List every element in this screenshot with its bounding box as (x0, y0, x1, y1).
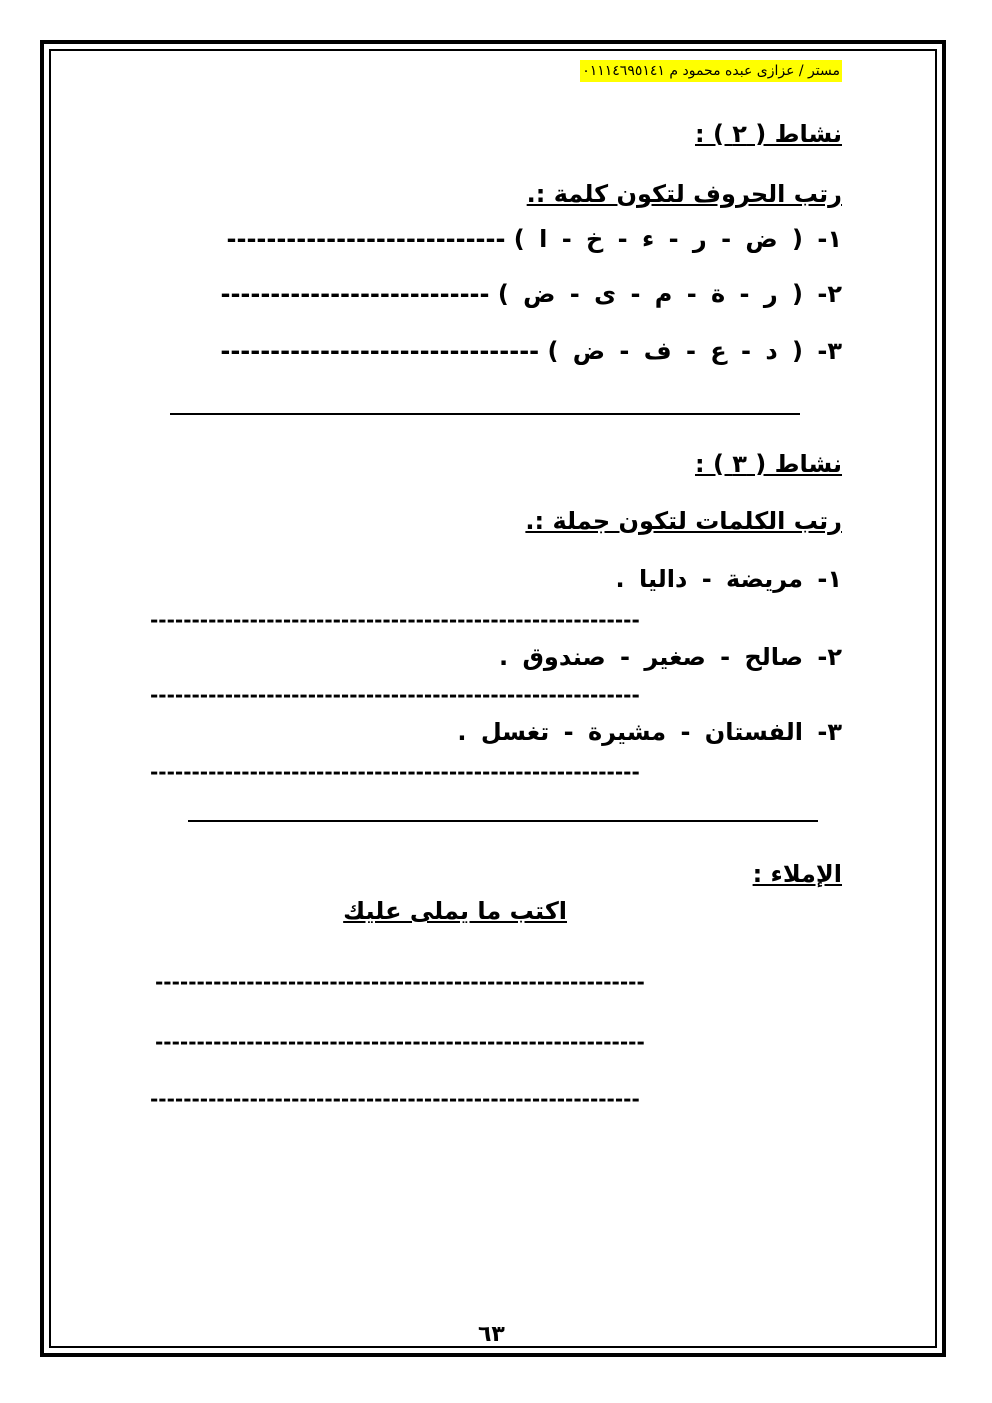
section-divider (188, 820, 818, 822)
answer-line: ----------------------------------------------------------- (150, 683, 640, 707)
answer-line: ----------------------------------------------------------- (150, 608, 640, 632)
letter-sequence: ( د - ع - ف - ض ) (547, 337, 804, 365)
dictation-line: ----------------------------------------------------------- (155, 970, 645, 994)
activity-2-heading: نشاط ( ٢ ) : (695, 120, 842, 148)
activity-2-item-2 (221, 280, 843, 308)
activity-2-instruction: رتب الحروف لتكون كلمة :. (526, 180, 842, 208)
activity-3-instruction: رتب الكلمات لتكون جملة :. (525, 507, 842, 535)
item-number: ١- (817, 225, 842, 253)
item-number: ١- (817, 565, 842, 593)
dictation-line: ----------------------------------------------------------- (150, 1087, 640, 1111)
answer-blank: --------------------------- (220, 280, 490, 308)
item-number: ٣- (817, 718, 842, 746)
word-sequence: صالح - صغير - صندوق . (498, 643, 804, 671)
dictation-line: ----------------------------------------------------------- (155, 1030, 645, 1054)
page-number: ٦٣ (478, 1322, 505, 1347)
teacher-contact-note: مستر / عزازى عبده محمود م ٠١١١٤٦٩٥١٤١ (580, 60, 842, 82)
answer-blank: -------------------------------- (220, 337, 540, 365)
word-sequence: الفستان - مشيرة - تغسل . (457, 718, 804, 746)
activity-2-item-3 (220, 337, 842, 365)
item-number: ٣- (817, 337, 842, 365)
activity-3-item-1 (616, 565, 843, 593)
letter-sequence: ( ض - ر - ء - خ - ا ) (513, 225, 804, 253)
dictation-instruction: اكتب ما يملى عليك (343, 897, 567, 925)
activity-3-heading: نشاط ( ٣ ) : (695, 450, 842, 478)
answer-line: ----------------------------------------------------------- (150, 760, 640, 784)
section-divider (170, 413, 800, 415)
dictation-heading: الإملاء : (752, 860, 842, 888)
activity-2-item-1 (227, 225, 842, 253)
item-number: ٢- (817, 280, 842, 308)
activity-3-item-3 (457, 718, 842, 746)
letter-sequence: ( ر - ة - م - ى - ض ) (497, 280, 804, 308)
activity-3-item-2 (499, 643, 842, 671)
answer-blank: ---------------------------- (226, 225, 506, 253)
word-sequence: مريضة - داليا . (615, 565, 804, 593)
item-number: ٢- (817, 643, 842, 671)
